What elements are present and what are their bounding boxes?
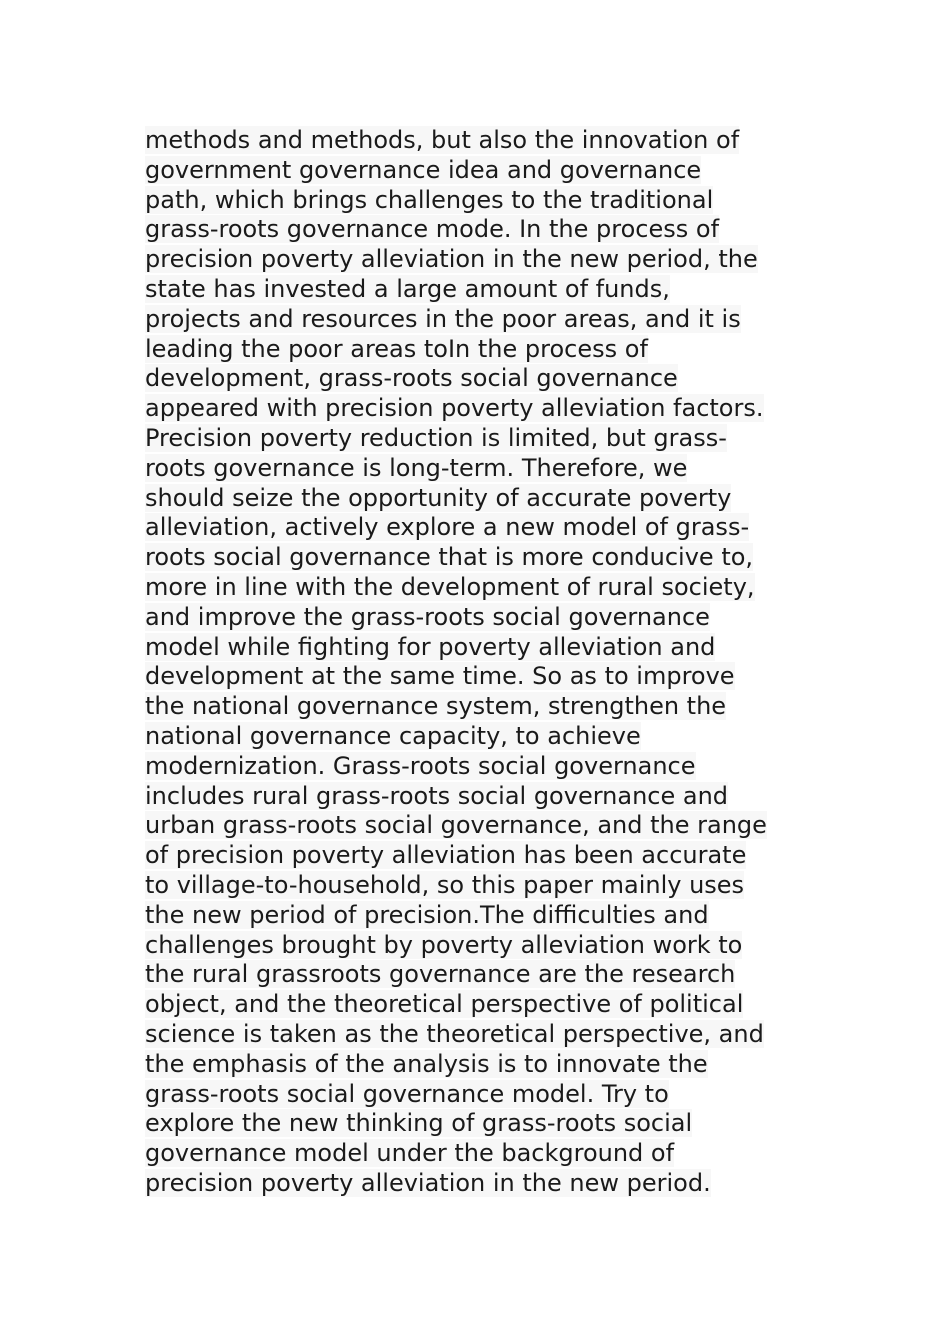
text-line: the rural grassroots governance are the research [145,960,736,989]
text-line: includes rural grass-roots social governance and [145,781,729,810]
text-line: to village-to-household, so this paper mainly uses [145,870,745,899]
text-line: path, which brings challenges to the traditional [145,185,714,214]
text-line: development at the same time. So as to improve [145,662,735,691]
text-line: grass-roots governance mode. In the process of [145,215,720,244]
text-line: urban grass-roots social governance, and the range [145,811,767,840]
text-line: roots social governance that is more conducive to, [145,543,754,572]
text-line: state has invested a large amount of funds, [145,274,670,303]
text-line: roots governance is long-term. Therefore, we [145,453,688,482]
text-line: government governance idea and governance [145,155,702,184]
text-line: governance model under the background of [145,1139,675,1168]
text-line: methods and methods, but also the innovation of [145,126,740,154]
text-line: more in line with the development of rural society, [145,572,755,601]
text-line: the new period of precision.The difficulties and [145,900,709,929]
text-line: projects and resources in the poor areas, and it is [145,304,741,333]
text-line: leading the poor areas toIn the process of [145,334,648,363]
text-line: model while fighting for poverty alleviation and [145,632,716,661]
text-line: challenges brought by poverty alleviation work to [145,930,743,959]
text-line: should seize the opportunity of accurate poverty [145,483,732,512]
text-line: of precision poverty alleviation has been accurate [145,841,747,870]
body-paragraph [145,126,845,1199]
text-line: the emphasis of the analysis is to innovate the [145,1049,708,1078]
text-line: grass-roots social governance model. Try to [145,1079,669,1108]
text-line: alleviation, actively explore a new model of grass- [145,513,750,542]
text-line: national governance capacity, to achieve [145,721,641,750]
text-line: and improve the grass-roots social governance [145,602,710,631]
text-line: precision poverty alleviation in the new period, the [145,245,758,274]
text-line: development, grass-roots social governance [145,364,678,393]
text-line: the national governance system, strengthen the [145,692,727,721]
text-line: Precision poverty reduction is limited, but grass- [145,423,727,452]
text-line: precision poverty alleviation in the new period. [145,1168,711,1197]
text-line: object, and the theoretical perspective of political [145,990,744,1019]
text-line: explore the new thinking of grass-roots social [145,1109,693,1138]
text-line: science is taken as the theoretical perspective, and [145,1019,764,1048]
text-line: modernization. Grass-roots social governance [145,751,696,780]
text-line: appeared with precision poverty alleviation factors. [145,394,764,423]
